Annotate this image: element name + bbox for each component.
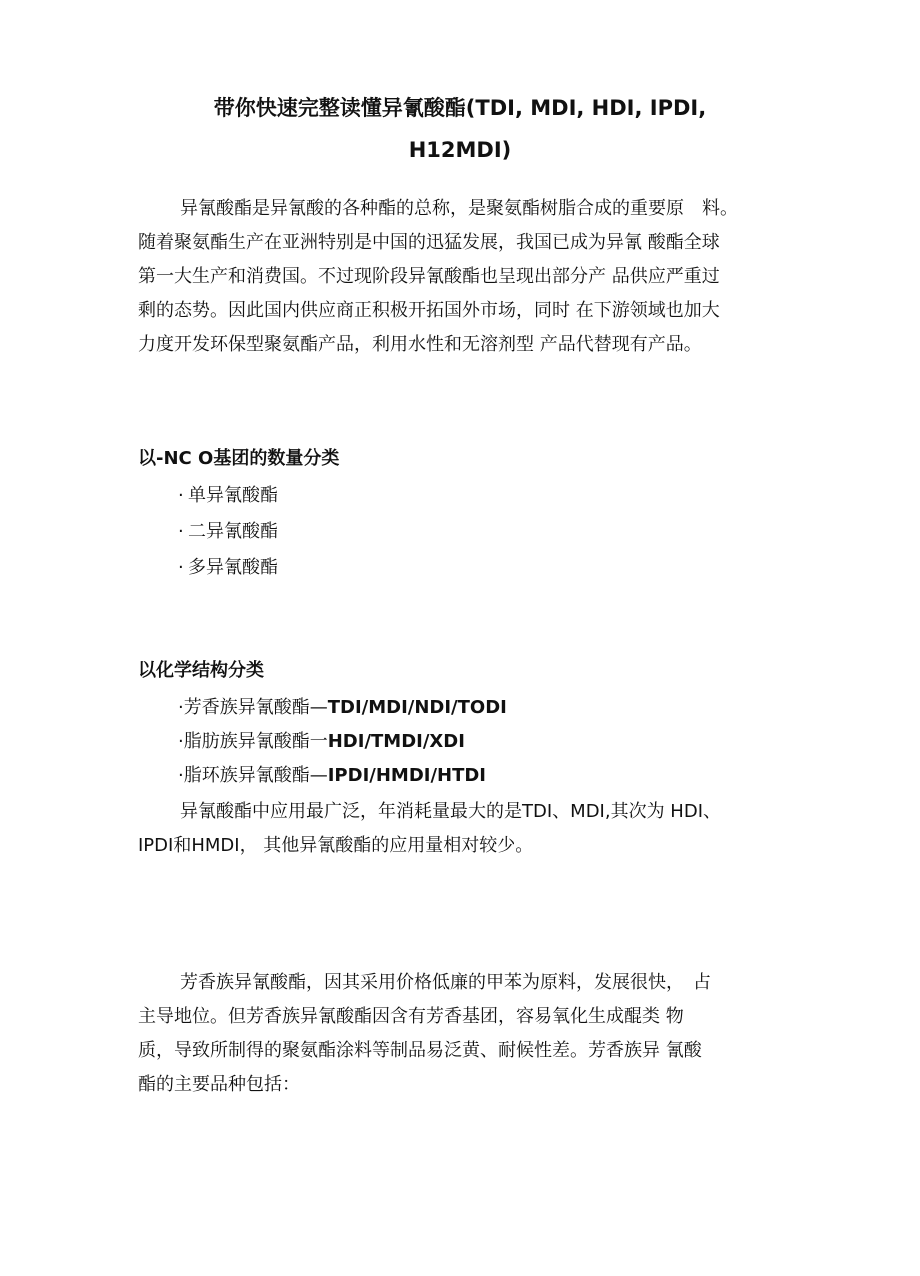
list-item-label: 二异氰酸酯: [188, 521, 278, 542]
intro-line: 第一大生产和消费国。不过现阶段异氰酸酯也呈现出部分产 品供应严重过: [138, 266, 720, 287]
bullet-marker: ·: [178, 557, 184, 578]
list-item: [178, 478, 278, 514]
bullet-marker: ·: [178, 521, 184, 542]
list-item: [178, 514, 278, 550]
note-line: IPDI和HMDI， 其他异氰酸酯的应用量相对较少。: [138, 835, 534, 856]
aromatic-line: 芳香族异氰酸酯，因其采用价格低廉的甲苯为原料，发展很快， 占: [180, 972, 711, 993]
intro-line: 随着聚氨酯生产在亚洲特别是中国的迅猛发展，我国已成为异氰 酸酯全球: [138, 232, 720, 253]
list-item: [178, 691, 507, 725]
aromatic-line: 酯的主要品种包括：: [138, 1074, 300, 1095]
list-item-codes: TDI/MDI/NDI/TODI: [327, 697, 507, 718]
list-item: [178, 550, 278, 586]
nco-classification-list: [178, 478, 278, 586]
structure-note-paragraph: [138, 795, 798, 863]
bullet-marker: ·: [178, 731, 184, 752]
bullet-marker: ·: [178, 697, 184, 718]
aromatic-line: 主导地位。但芳香族异氰酸酯因含有芳香基团，容易氧化生成醌类 物: [138, 1006, 684, 1027]
section-heading-chemical-structure: 以化学结构分类: [138, 660, 264, 681]
list-item-label: 脂肪族异氰酸酯一: [183, 731, 328, 752]
aromatic-paragraph: [138, 966, 798, 1102]
list-item-codes: IPDI/HMDI/HTDI: [327, 765, 487, 786]
document-title-line-2: H12MDI): [408, 138, 512, 162]
list-item: [178, 725, 507, 759]
intro-paragraph: [138, 192, 798, 362]
list-item-label: 多异氰酸酯: [188, 557, 278, 578]
list-item-label: 单异氰酸酯: [188, 485, 278, 506]
section-heading-nco-count: 以-NC O基团的数量分类: [138, 448, 340, 469]
aromatic-line: 质，导致所制得的聚氨酯涂料等制品易泛黄、耐候性差。芳香族异 氰酸: [138, 1040, 702, 1061]
note-line: 异氰酸酯中应用最广泛，年消耗量最大的是TDI、MDI,其次为 HDI、: [180, 801, 722, 822]
bullet-marker: ·: [178, 485, 184, 506]
bullet-marker: ·: [178, 765, 184, 786]
list-item-codes: HDI/TMDI/XDI: [327, 731, 465, 752]
intro-line: 异氰酸酯是异氰酸的各种酯的总称，是聚氨酯树脂合成的重要原 料。: [180, 198, 738, 219]
list-item: [178, 759, 507, 793]
intro-line: 剩的态势。因此国内供应商正积极开拓国外市场，同时 在下游领域也加大: [138, 300, 720, 321]
intro-line: 力度开发环保型聚氨酯产品，利用水性和无溶剂型 产品代替现有产品。: [138, 334, 702, 355]
list-item-label: 芳香族异氰酸酯—: [183, 697, 328, 718]
document-title-line-1: 带你快速完整读懂异氰酸酯(TDI, MDI, HDI, IPDI,: [213, 96, 707, 120]
list-item-label: 脂环族异氰酸酯—: [183, 765, 328, 786]
structure-classification-list: [178, 691, 507, 793]
